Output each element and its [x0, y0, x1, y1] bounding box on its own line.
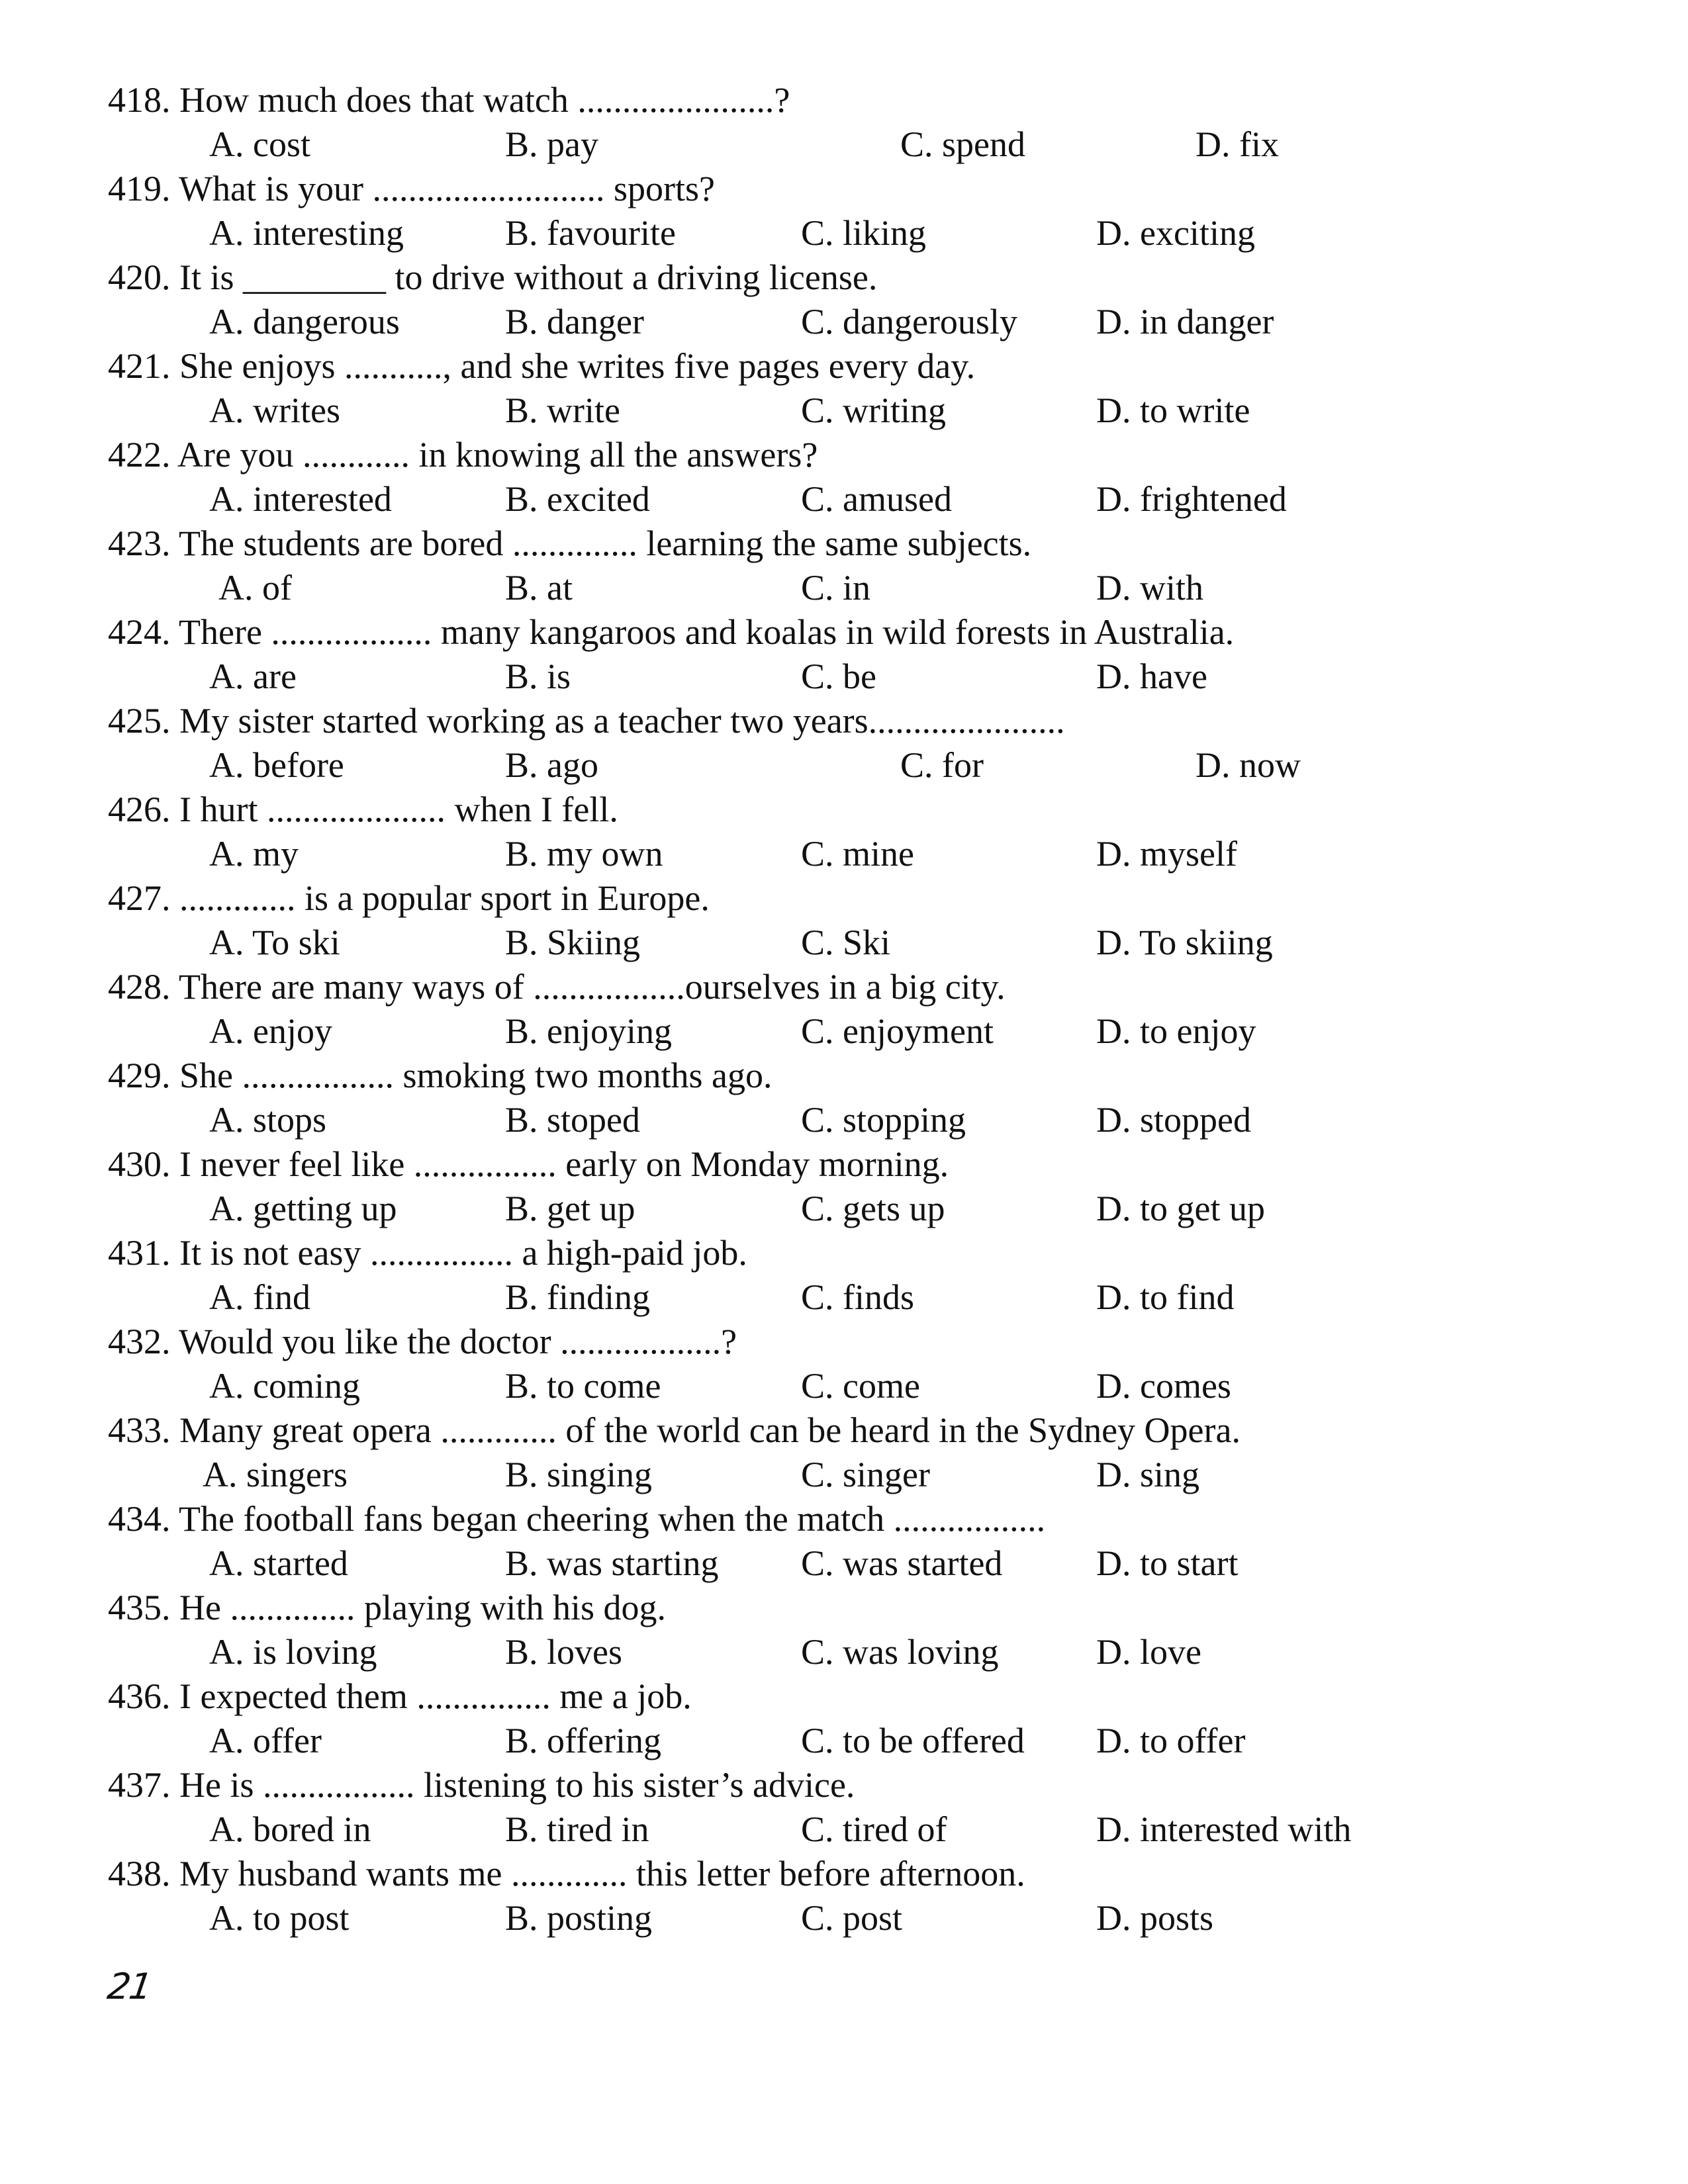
option-c: C. tired of — [801, 1809, 947, 1849]
option-c: C. amused — [801, 479, 952, 519]
option-b: B. danger — [505, 302, 644, 341]
option-c: C. enjoyment — [801, 1011, 994, 1051]
question-430 — [108, 1142, 1597, 1231]
question-432 — [108, 1320, 1597, 1408]
option-b: B. favourite — [505, 213, 676, 253]
question-stem: 423. The students are bored .............. learning the same subjects. — [108, 523, 1032, 563]
option-d: D. stopped — [1096, 1100, 1251, 1140]
question-stem: 424. There .................. many kangaroos and koalas in wild forests in Australia. — [108, 612, 1235, 652]
option-d: D. to enjoy — [1096, 1011, 1256, 1051]
option-c: C. in — [801, 568, 871, 608]
option-a: A. dangerous — [209, 302, 400, 341]
option-c: C. to be offered — [801, 1721, 1025, 1760]
answer-options — [108, 1453, 1597, 1497]
question-437 — [108, 1763, 1597, 1852]
question-418 — [108, 78, 1597, 167]
option-a: A. before — [209, 745, 344, 785]
question-stem: 427. ............. is a popular sport in Europe. — [108, 878, 710, 918]
question-427 — [108, 876, 1597, 965]
question-428 — [108, 965, 1597, 1054]
question-433 — [108, 1408, 1597, 1497]
option-b: B. finding — [505, 1277, 651, 1317]
option-c: C. mine — [801, 834, 914, 874]
option-d: D. interested with — [1096, 1809, 1352, 1849]
option-d: D. posts — [1096, 1898, 1214, 1938]
answer-options — [108, 1275, 1597, 1320]
option-c: C. Ski — [801, 923, 891, 962]
option-a: A. cost — [209, 124, 310, 164]
option-a: A. stops — [209, 1100, 327, 1140]
question-stem: 421. She enjoys ..........., and she writes five pages every day. — [108, 346, 976, 386]
option-b: B. offering — [505, 1721, 661, 1760]
option-d: D. with — [1096, 568, 1203, 608]
question-stem: 436. I expected them ............... me a job. — [108, 1676, 692, 1716]
option-d: D. to get up — [1096, 1189, 1265, 1228]
question-stem: 433. Many great opera ............. of the world can be heard in the Sydney Opera. — [108, 1410, 1241, 1450]
option-a: A. interested — [209, 479, 392, 519]
answer-options — [108, 655, 1597, 699]
option-b: B. posting — [505, 1898, 653, 1938]
option-c: C. be — [801, 657, 876, 696]
question-list — [108, 78, 1597, 1940]
option-c: C. gets up — [801, 1189, 945, 1228]
option-c: C. liking — [801, 213, 927, 253]
question-stem: 426. I hurt .................... when I fell. — [108, 790, 618, 829]
option-d: D. exciting — [1096, 213, 1255, 253]
answer-options — [108, 1187, 1597, 1231]
answer-options — [108, 743, 1597, 788]
option-a: A. started — [209, 1543, 348, 1583]
option-a: A. writes — [209, 390, 340, 430]
option-c: C. finds — [801, 1277, 915, 1317]
question-423 — [108, 522, 1597, 610]
question-stem: 434. The football fans began cheering when the match ................. — [108, 1499, 1046, 1539]
option-a: A. singers — [203, 1455, 348, 1494]
option-a: A. my — [209, 834, 299, 874]
answer-options — [108, 1719, 1597, 1763]
question-420 — [108, 255, 1597, 344]
answer-options — [108, 477, 1597, 522]
question-424 — [108, 610, 1597, 699]
answer-options — [108, 300, 1597, 344]
answer-options — [108, 1541, 1597, 1586]
option-d: D. in danger — [1096, 302, 1274, 341]
answer-options — [108, 211, 1597, 255]
question-425 — [108, 699, 1597, 788]
question-stem: 431. It is not easy ................ a high-paid job. — [108, 1233, 747, 1273]
option-a: A. enjoy — [209, 1011, 332, 1051]
question-419 — [108, 167, 1597, 255]
option-b: B. singing — [505, 1455, 653, 1494]
answer-options — [108, 1009, 1597, 1054]
question-stem: 422. Are you ............ in knowing all the answers? — [108, 435, 818, 475]
option-b: B. to come — [505, 1366, 661, 1406]
option-b: B. write — [505, 390, 620, 430]
question-438 — [108, 1852, 1597, 1940]
question-stem: 437. He is ................. listening to his sister’s advice. — [108, 1765, 855, 1805]
answer-options — [108, 921, 1597, 965]
question-stem: 429. She ................. smoking two months ago. — [108, 1056, 773, 1095]
option-c: C. singer — [801, 1455, 930, 1494]
option-a: A. To ski — [209, 923, 340, 962]
question-stem: 430. I never feel like ................ early on Monday morning. — [108, 1144, 949, 1184]
option-b: B. excited — [505, 479, 650, 519]
option-b: B. my own — [505, 834, 663, 874]
option-b: B. enjoying — [505, 1011, 672, 1051]
option-c: C. spend — [900, 124, 1025, 164]
option-d: D. To skiing — [1096, 923, 1273, 962]
answer-options — [108, 1630, 1597, 1674]
option-d: D. frightened — [1096, 479, 1287, 519]
question-422 — [108, 433, 1597, 522]
option-a: A. are — [209, 657, 297, 696]
option-a: A. of — [218, 568, 292, 608]
question-434 — [108, 1497, 1597, 1586]
answer-options — [108, 1098, 1597, 1142]
question-435 — [108, 1586, 1597, 1674]
answer-options — [108, 1807, 1597, 1852]
answer-options — [108, 832, 1597, 876]
option-c: C. stopping — [801, 1100, 966, 1140]
option-d: D. fix — [1196, 124, 1279, 164]
answer-options — [108, 566, 1597, 610]
option-c: C. was started — [801, 1543, 1003, 1583]
option-b: B. Skiing — [505, 923, 641, 962]
option-c: C. post — [801, 1898, 903, 1938]
question-stem: 419. What is your .......................... sports? — [108, 169, 715, 208]
question-stem: 435. He .............. playing with his dog. — [108, 1588, 666, 1627]
question-stem: 428. There are many ways of .................ourselves in a big city. — [108, 967, 1006, 1007]
question-429 — [108, 1054, 1597, 1142]
option-b: B. pay — [505, 124, 598, 164]
option-d: D. comes — [1096, 1366, 1231, 1406]
answer-options — [108, 1364, 1597, 1408]
option-c: C. dangerously — [801, 302, 1017, 341]
option-b: B. at — [505, 568, 573, 608]
option-a: A. getting up — [209, 1189, 397, 1228]
option-b: B. ago — [505, 745, 598, 785]
option-b: B. get up — [505, 1189, 635, 1228]
option-a: A. interesting — [209, 213, 404, 253]
option-c: C. for — [900, 745, 984, 785]
option-d: D. to offer — [1096, 1721, 1246, 1760]
question-426 — [108, 788, 1597, 876]
answer-options — [108, 388, 1597, 433]
question-436 — [108, 1674, 1597, 1763]
option-c: C. come — [801, 1366, 920, 1406]
option-a: A. bored in — [209, 1809, 371, 1849]
question-stem: 432. Would you like the doctor ..................? — [108, 1322, 737, 1361]
option-b: B. was starting — [505, 1543, 719, 1583]
option-d: D. sing — [1096, 1455, 1200, 1494]
option-d: D. myself — [1096, 834, 1237, 874]
option-d: D. to write — [1096, 390, 1250, 430]
option-b: B. stoped — [505, 1100, 641, 1140]
question-stem: 420. It is ________ to drive without a driving license. — [108, 257, 878, 297]
option-d: D. to start — [1096, 1543, 1239, 1583]
option-a: A. find — [209, 1277, 310, 1317]
option-a: A. coming — [209, 1366, 360, 1406]
option-a: A. is loving — [209, 1632, 377, 1672]
option-c: C. was loving — [801, 1632, 999, 1672]
answer-options — [108, 1896, 1597, 1940]
option-a: A. offer — [209, 1721, 322, 1760]
option-d: D. love — [1096, 1632, 1201, 1672]
page-number: 21 — [105, 1966, 154, 2007]
question-431 — [108, 1231, 1597, 1320]
question-stem: 438. My husband wants me ............. this letter before afternoon. — [108, 1854, 1025, 1893]
answer-options — [108, 122, 1597, 167]
option-b: B. tired in — [505, 1809, 649, 1849]
option-d: D. to find — [1096, 1277, 1235, 1317]
option-b: B. is — [505, 657, 571, 696]
option-b: B. loves — [505, 1632, 623, 1672]
option-d: D. have — [1096, 657, 1207, 696]
question-stem: 418. How much does that watch ......................? — [108, 80, 790, 120]
question-421 — [108, 344, 1597, 433]
option-d: D. now — [1196, 745, 1301, 785]
question-stem: 425. My sister started working as a teacher two years...................... — [108, 701, 1065, 741]
option-a: A. to post — [209, 1898, 350, 1938]
option-c: C. writing — [801, 390, 947, 430]
